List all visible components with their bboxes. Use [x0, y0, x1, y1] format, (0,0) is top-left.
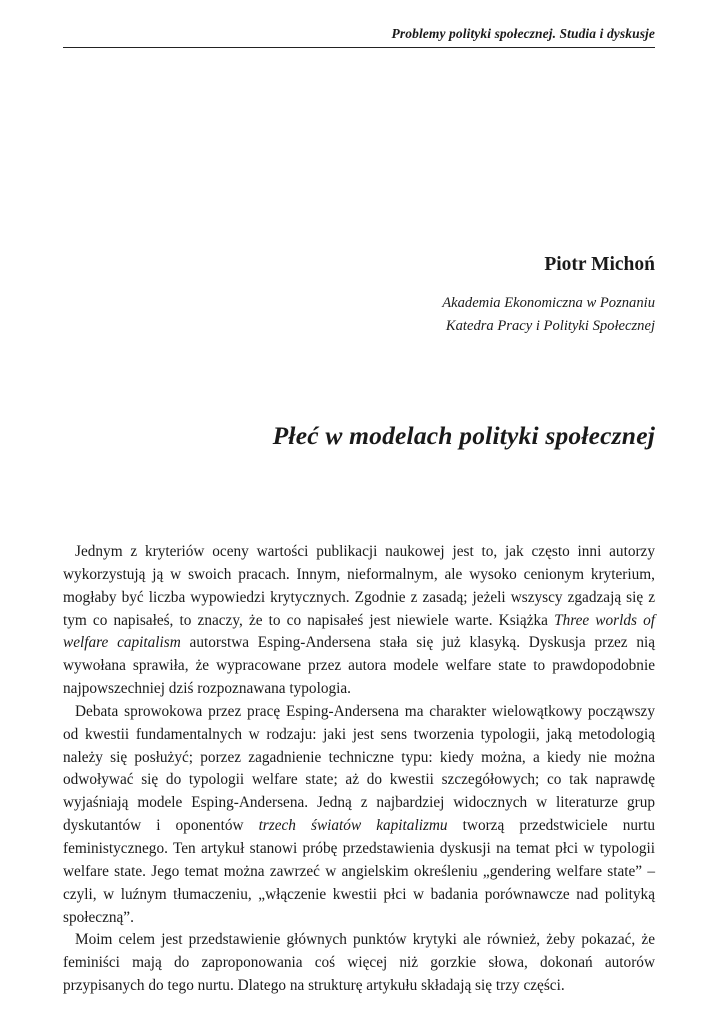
paragraph-2-part-1: Debata sprowokowa przez pracę Esping-Andersena ma charakter wielowątkowy począwszy od kwestii fundamentalnych w rodzaju: jaki jest sens tworzenia typologii, jaką metodologią należy się posłużyć; porzez zagadnienie techniczne typu: kiedy można, a kiedy nie można odwoływać się do typologii welfare state; aż do kwestii szczegółowych; co tak naprawdę wyjaśniają modele Esping-Andersena. Jedną z najbardziej widocznych w literaturze grup dyskutantów i oponentów — [63, 702, 655, 835]
book-title: Three worlds of welfare capitalism — [63, 611, 655, 652]
header-rule — [63, 47, 655, 48]
author-name: Piotr Michoń — [544, 254, 655, 275]
italic-phrase: trzech światów kapitalizmu — [258, 817, 448, 835]
affiliation-department: Katedra Pracy i Polityki Społecznej — [445, 318, 655, 334]
paragraph-2 — [63, 701, 655, 929]
paragraph-1 — [63, 541, 655, 701]
paragraph-3-text: Moim celem jest przedstawienie głównych punktów krytyki ale również, żeby pokazać, że feminiści mają do zaproponowania coś więcej niż gorzkie słowa, dokonań autorów przypisanych do tego nurtu. Dlatego na strukturę artykułu składają się trzy części. — [63, 931, 655, 995]
paragraph-3 — [63, 929, 655, 998]
paragraph-1-part-2: autorstwa Esping-Andersena stała się już klasyką. Dyskusja przez nią wywołana sprawiła, że wypracowane przez autora modele welfare state to prawdopodobnie najpowszechniej dziś rozpoznawana typologia. — [63, 634, 656, 698]
article-body — [63, 541, 655, 998]
paragraph-1-part-1: Jednym z kryteriów oceny wartości publikacji naukowej jest to, jak często inni autorzy wykorzystują ją w swoich pracach. Innym, nieformalnym, ale wysoko cenionym kryterium, mogłaby być liczba wypowiedzi krytycznych. Zgodnie z zasadą; jeżeli wszyscy zgadzają się z tym co napisałeś, to znaczy, że to co napisałeś jest niewiele warte. Książka — [63, 543, 655, 629]
affiliation-institution: Akademia Ekonomiczna w Poznaniu — [442, 295, 655, 311]
paragraph-2-part-2: tworzą przedstwiciele nurtu feministycznego. Ten artykuł stanowi próbę przedstawienia dyskusji na temat płci w typologii welfare state. Jego temat można zawrzeć w angielskim określeniu „gendering welfare state” – czyli, w luźnym tłumaczeniu, „włączenie kwestii płci w badania porównawcze nad polityką społeczną”. — [63, 817, 655, 926]
article-title: Płeć w modelach polityki społecznej — [272, 421, 655, 450]
running-head: Problemy polityki społecznej. Studia i dyskusje — [391, 26, 655, 41]
